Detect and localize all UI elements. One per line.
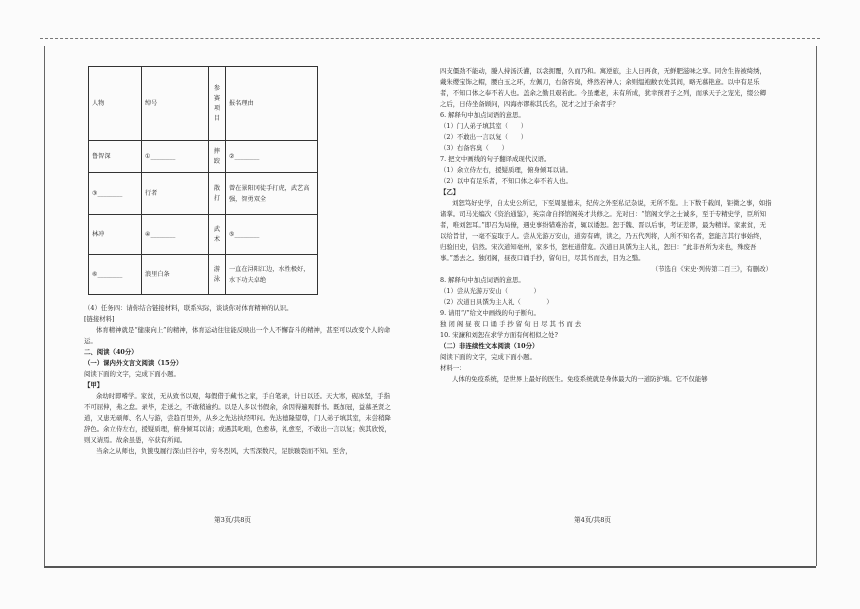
question-7-1: （1）余立侍左右，援疑质理，俯身倾耳以请。 <box>440 166 572 174</box>
source-note: （节选自《宋史·列传第二百三》，有删改） <box>651 265 772 273</box>
table-cell: ④________ <box>142 215 209 255</box>
question-8-2: （2）次道日具馔为主人礼（ ） <box>440 298 553 306</box>
table-row <box>89 67 318 141</box>
left-border <box>44 46 45 566</box>
page-number-right: 第4页/共8页 <box>574 516 611 524</box>
link-material-title: [链接材料] <box>84 315 115 323</box>
table-cell: 行者 <box>142 173 209 215</box>
table-cell: 武术 <box>209 215 226 255</box>
passage-yi-label: 【乙】 <box>440 188 460 196</box>
question-9-text: 独 闭 阁 昼 夜 口 诵 手 抄 留 旬 日 尽 其 书 而 去 <box>440 320 582 328</box>
instruction: 阅读下面的文字，完成下面小题。 <box>440 353 536 361</box>
table-header: 人物 <box>89 67 142 141</box>
table-header: 参赛项目 <box>209 67 226 141</box>
registration-table <box>88 66 318 295</box>
passage-jia-p1: 余幼时即嗜学。家贫，无从致书以观，每假借于藏书之家，手自笔录，计日以还。天大寒，砚冰坚，手指不可屈伸，弗之怠。录毕，走送之，不敢稍逾约。以是人多以书假余，余因得遍观群书。既加冠，益慕圣贤之道，又患无硕师、名人与游，尝趋百里外，从乡之先达执经叩问。先达德隆望尊，门人弟子填其室，未尝稍降辞色。余立侍左右，援疑质理，俯身倾耳以请；或遇其叱咄，色愈恭，礼愈至，不敢出一言以复；俟其欣悦，则又请焉。故余虽愚，卒获有所闻。 <box>84 392 391 444</box>
section-classical: （一）课内外文言文阅读（15分） <box>84 359 183 367</box>
question-6-3: （3）右备容臭（ ） <box>440 144 508 152</box>
table-cell: ①________ <box>142 141 209 173</box>
question-7: 7. 把文中画线的句子翻译成现代汉语。 <box>440 155 551 163</box>
table-row <box>89 141 318 173</box>
section-reading: 二、阅读（40分） <box>84 348 138 356</box>
table-header: 报名理由 <box>226 67 318 141</box>
table-cell: 一直在浔阳江边，水性极好，水下功夫卓绝 <box>226 255 318 295</box>
table-row <box>89 255 318 295</box>
question-8: 8. 解释句中加点词语的意思。 <box>440 276 525 284</box>
instruction: 阅读下面的文字，完成下面小题。 <box>84 370 180 378</box>
bottom-rule <box>44 566 816 568</box>
task-four: （4）任务四：请你结合链接材料，联系实际，谈谈你对体育精神的认识。 <box>84 304 293 312</box>
question-6-1: （1）门人弟子填其室（ ） <box>440 122 528 130</box>
table-row <box>89 215 318 255</box>
passage-yi-text: 刘恕笃好史学，自太史公所记，下至周显德末，纪传之外至私记杂说，无所不览。上下数千载间，钜微之事，如指诸掌。司马光编次《资治通鉴》，英宗命自择馆阁英才共修之。光对曰：“馆阁文学之士诚多，至于专精史学，臣所知者，唯刘恕耳。”即召为局僚，遇史事纷错难治者，辄以诿恕。恕于魏、晋以后事，考证差谬，最为精详。家素贫，无以给旨甘，一毫不妄取于人。尝从光游万安山，道旁有碑，读之，乃五代列将，人所不知名者，恕能言其行事始终，归验旧史，信然。宋次道知亳州，家多书，恕枉道借览。次道日具馔为主人礼，恕曰：“此非吾所为来也，殊废吾事。”悉去之。独闭阁，昼夜口诵手抄，留旬日，尽其书而去，目为之翳。 <box>440 199 772 262</box>
material-one-label: 材料一： <box>440 364 466 372</box>
table-cell: 鲁智深 <box>89 141 142 173</box>
table-cell: 摔跤 <box>209 141 226 173</box>
table-cell: 林冲 <box>89 215 142 255</box>
table-cell: ⑤________ <box>226 215 318 255</box>
table-cell: 散打 <box>209 173 226 215</box>
table-cell: 曾在景阳冈徒手打虎，武艺高强，智勇双全 <box>226 173 318 215</box>
question-8-1: （1）尝从光游万安山（ ） <box>440 287 540 295</box>
table-cell: ②________ <box>226 141 318 173</box>
passage-jia-label: 【甲】 <box>84 381 104 389</box>
passage-jia-p2: 当余之从师也，负箧曳屣行深山巨谷中，穷冬烈风，大雪深数尺，足肤皲裂而不知。至舍， <box>96 447 352 455</box>
link-material-text: 体育精神就是“健康向上”的精神，体育运动往往能反映出一个人不懈奋斗的精神，甚至可以改变个人的命运。 <box>84 326 391 345</box>
table-cell: 浪里白条 <box>142 255 209 295</box>
passage-jia-continued: 四支僵劲不能动，媵人持汤沃灌，以衾拥覆，久而乃和。寓逆旅，主人日再食，无鲜肥滋味之享。同舍生皆被绮绣，戴朱缨宝饰之帽，腰白玉之环，左佩刀，右备容臭，烨然若神人；余则缊袍敝衣处其间，略无慕艳意。以中有足乐者，不知口体之奉不若人也。盖余之勤且艰若此。今虽耄老，未有所成，犹幸预君子之列，而承天子之宠光，缀公卿之后，日侍坐备顾问，四海亦谬称其氏名，况才之过于余者乎？ <box>440 67 766 108</box>
page-number-left: 第3页/共8页 <box>214 516 251 524</box>
left-page <box>84 66 394 457</box>
section-nonlinear: （二）非连续性文本阅读（10分） <box>440 342 539 350</box>
question-9: 9. 请用“/”给文中画线的句子断句。 <box>440 309 540 317</box>
table-cell: 游泳 <box>209 255 226 295</box>
material-one-text: 人体的免疫系统，是世界上最好的医生。免疫系统就是身体最大的一道防护墙。它不仅能够 <box>452 375 708 383</box>
question-7-2: （2）以中有足乐者，不知口体之奉不若人也。 <box>440 177 572 185</box>
question-6-2: （2）不敢出一言以复（ ） <box>440 133 528 141</box>
question-6: 6. 解释句中加点词语的意思。 <box>440 111 525 119</box>
table-row <box>89 173 318 215</box>
top-cut-line <box>40 38 820 39</box>
right-border <box>816 46 817 566</box>
table-cell: ③________ <box>89 173 142 215</box>
table-header: 绰号 <box>142 67 209 141</box>
question-10: 10. 宋濂和刘恕在求学方面有何相似之处? <box>440 331 558 339</box>
right-page <box>440 66 772 385</box>
table-cell: ⑥________ <box>89 255 142 295</box>
